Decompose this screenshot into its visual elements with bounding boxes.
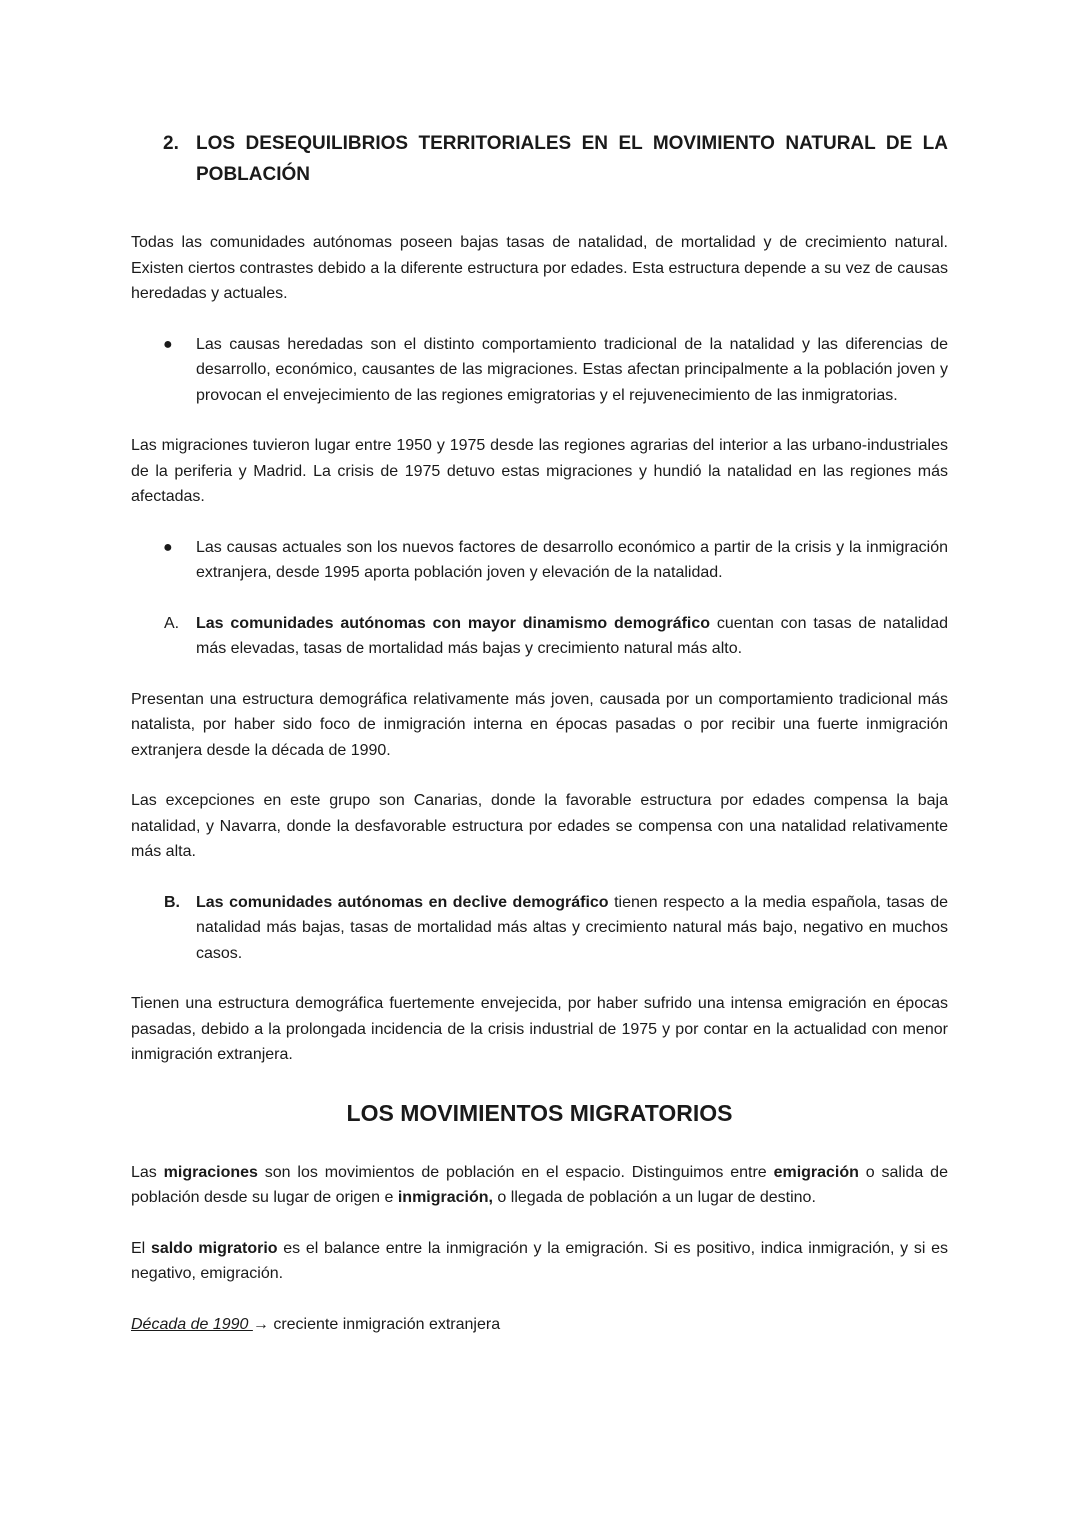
decade-label: Década de 1990 [131, 1315, 253, 1333]
item-a-text [196, 611, 948, 662]
item-a [131, 611, 948, 662]
document-content [131, 128, 948, 1337]
term-saldo-migratorio: saldo migratorio [150, 1239, 278, 1257]
bullet-text: Las causas actuales son los nuevos factores de desarrollo económico a partir de la crisis y la inmigración extranjera, desde 1995 aporta población joven y elevación de la natalidad. [196, 538, 948, 581]
item-a-marker: A. [164, 614, 180, 632]
item-b [131, 890, 948, 967]
paragraph-a2: Las excepciones en este grupo son Canarias, donde la favorable estructura por edades compensa la baja natalidad, y Navarra, donde la desfavorable estructura por edades se compensa con una natalidad relativamente más alta. [131, 792, 948, 860]
text-run: es el balance entre la inmigración y la emigración. Si es positivo, indica inmigración, y si es negativo, emigración. [131, 1239, 949, 1282]
term-migraciones: migraciones [163, 1163, 258, 1181]
migratory-title: LOS MOVIMIENTOS MIGRATORIOS [346, 1099, 733, 1126]
text-run: son los movimientos de población en el espacio. Distinguimos entre [257, 1163, 774, 1181]
text-run: o salida de población desde su lugar de origen e [131, 1163, 948, 1206]
paragraph-b1: Tienen una estructura demográfica fuertemente envejecida, por haber sufrido una intensa emigración en épocas pasadas, debido a la prolongada incidencia de la crisis industrial de 1975 y por contar en la actualidad con menor inmigración extranjera. [131, 995, 948, 1063]
item-b-bold: Las comunidades autónomas en declive demográfico [196, 893, 609, 911]
section-title: LOS DESEQUILIBRIOS TERRITORIALES EN EL MOVIMIENTO NATURAL DE LA POBLACIÓN [196, 133, 948, 185]
bullet-text: Las causas heredadas son el distinto comportamiento tradicional de la natalidad y las diferencias de desarrollo, económico, causantes de las migraciones. Estas afectan principalmente a la población joven y provocan el envejecimiento de las regiones emigratorias y el rejuvenecimiento de las inmigratorias. [196, 335, 948, 404]
bullet-icon: ● [163, 335, 173, 353]
bullet-current-causes [131, 535, 948, 586]
item-a-rest: cuentan con tasas de natalidad más elevadas, tasas de mortalidad más bajas y crecimiento natural más alto. [196, 614, 948, 657]
paragraph-a1: Presentan una estructura demográfica relativamente más joven, causada por un comportamiento tradicional más natalista, por haber sido foco de inmigración interna en épocas pasadas o por recibir una fuerte inmigración extranjera desde la década de 1990. [131, 690, 948, 759]
section-heading [131, 128, 948, 190]
arrow-icon: → [252, 1315, 269, 1333]
term-inmigracion: inmigración, [397, 1189, 493, 1206]
bullet-icon: ● [163, 538, 173, 556]
decade-text: creciente inmigración extranjera [268, 1315, 501, 1333]
item-b-marker: B. [164, 893, 180, 911]
text-run: Las [131, 1163, 164, 1181]
text-run: o llegada de población a un lugar de destino. [492, 1189, 816, 1206]
item-b-rest: tienen respecto a la media española, tasas de natalidad más bajas, tasas de mortalidad más altas y crecimiento natural más bajo, negativo en muchos casos. [196, 893, 948, 962]
section-number: 2. [163, 133, 179, 154]
term-emigracion: emigración [773, 1163, 859, 1181]
text-run: El [131, 1239, 151, 1257]
bullet-inherited-causes [131, 332, 948, 409]
decade-note [131, 1312, 948, 1338]
saldo-definition [131, 1236, 948, 1287]
migrations-definition [131, 1160, 948, 1211]
migrations-paragraph: Las migraciones tuvieron lugar entre 1950 y 1975 desde las regiones agrarias del interior a las urbano-industriales de la periferia y Madrid. La crisis de 1975 detuvo estas migraciones y hundió la natalidad en las regiones más afectadas. [131, 437, 948, 505]
intro-paragraph: Todas las comunidades autónomas poseen bajas tasas de natalidad, de mortalidad y de crecimiento natural. Existen ciertos contrastes debido a la diferente estructura por edades. Esta estructura depende a su vez de causas heredadas y actuales. [131, 234, 948, 302]
item-a-bold: Las comunidades autónomas con mayor dinamismo demográfico [196, 614, 711, 632]
item-b-text [196, 890, 948, 967]
